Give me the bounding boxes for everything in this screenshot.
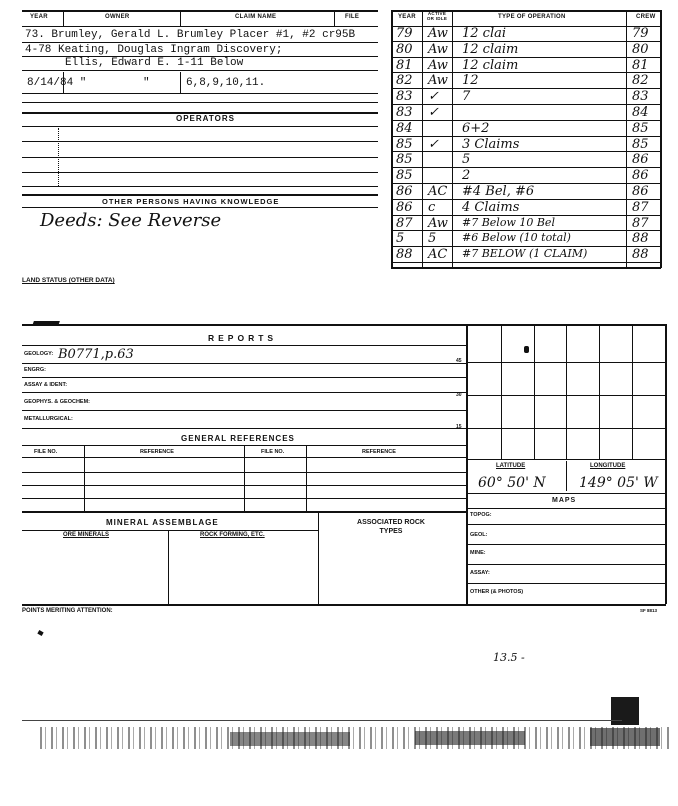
scan-noise-band <box>40 727 670 749</box>
operation-type: 4 Claims <box>462 199 520 215</box>
vline <box>566 461 567 491</box>
vline <box>180 72 181 94</box>
bottom-border <box>22 604 666 606</box>
operation-type: 5 <box>462 152 471 168</box>
operation-year: 82 <box>396 73 413 89</box>
operation-crew: 79 <box>632 26 649 41</box>
operation-crew: 81 <box>632 57 649 73</box>
operation-status: Aw <box>428 57 448 73</box>
metallurgical-label: METALLURGICAL: <box>24 416 73 422</box>
grid-hline <box>466 395 665 396</box>
handwritten-note: 13.5 - <box>493 651 525 664</box>
operation-year: 83 <box>396 89 413 105</box>
col-header-crew: CREW <box>636 14 656 20</box>
operation-year: 84 <box>396 120 413 136</box>
scan-noise-dark <box>415 731 525 745</box>
top-border-left <box>22 10 378 12</box>
location-mark-icon <box>524 346 529 353</box>
grid-hline <box>466 459 665 460</box>
other-persons-rule <box>22 207 378 208</box>
reports-rule <box>22 428 466 429</box>
operators-row <box>22 157 378 158</box>
entry-3: Ellis, Edward E. 1-11 Below <box>65 57 244 69</box>
row-rule <box>22 56 378 57</box>
grid-vline <box>501 324 502 459</box>
maps-geol: GEOL: <box>470 532 488 538</box>
operation-type: 12 <box>462 73 479 89</box>
vline <box>168 530 169 604</box>
row-rule <box>22 102 378 103</box>
row-rule <box>22 70 378 71</box>
operators-row <box>22 141 378 142</box>
grid-vline <box>534 324 535 459</box>
maps-rule <box>466 583 665 584</box>
entry-4-owner: " <box>143 77 150 89</box>
mineral-rule <box>22 530 318 531</box>
grid-hline <box>466 428 665 429</box>
operation-type: 12 claim <box>462 41 519 57</box>
geology-label: GEOLOGY: <box>24 351 54 357</box>
operation-type: #7 Below 10 Bel <box>462 215 555 229</box>
operation-row-rule <box>391 120 661 121</box>
grid-hline <box>466 362 665 363</box>
operation-type: #4 Bel, #6 <box>462 184 535 199</box>
entry-4-year: 8/14/84 " <box>27 77 87 89</box>
operation-status: c <box>428 199 436 215</box>
operation-type: 3 Claims <box>462 136 520 152</box>
refs-col-file-no-1: FILE NO. <box>34 449 58 455</box>
operation-type: 12 claim <box>462 57 519 73</box>
land-status-label: LAND STATUS (OTHER DATA) <box>22 277 115 284</box>
col-header-year: YEAR <box>30 14 48 20</box>
geology-value: B0771,p.63 <box>58 347 134 362</box>
ops-bottom-border <box>391 267 661 269</box>
scan-smudge <box>32 321 60 326</box>
col-header-year-ops: YEAR <box>398 14 416 20</box>
operation-type: 2 <box>462 168 471 184</box>
operation-status: ✓ <box>428 89 439 105</box>
ops-left-border <box>391 10 393 268</box>
other-persons-heading: OTHER PERSONS HAVING KNOWLEDGE <box>102 197 280 206</box>
operation-status: ✓ <box>428 136 439 152</box>
assay-label: ASSAY & IDENT: <box>24 382 68 388</box>
scan-mark <box>37 630 43 636</box>
vline <box>306 445 307 511</box>
maps-rule <box>466 564 665 565</box>
row-rule <box>22 93 378 94</box>
operation-year: 85 <box>396 152 413 168</box>
entry-4-claim: 6,8,9,10,11. <box>186 77 266 89</box>
operation-type: 6+2 <box>462 120 490 136</box>
refs-bottom-border <box>22 511 466 513</box>
operation-status: Aw <box>428 26 448 41</box>
general-references-heading: GENERAL REFERENCES <box>181 434 295 443</box>
header-rule-left <box>22 26 378 27</box>
operation-status: Aw <box>428 41 448 57</box>
operation-status: Aw <box>428 215 448 231</box>
scale-30: 30 <box>456 392 462 398</box>
entry-1: 73. Brumley, Gerald L. Brumley Placer #1, #2 cr95B <box>25 29 356 41</box>
maps-rule <box>466 508 665 509</box>
operation-status: Aw <box>428 73 448 89</box>
operation-crew: 84 <box>632 105 649 120</box>
reports-top-border <box>22 324 666 326</box>
vline-ops-status <box>452 10 453 268</box>
operation-crew: 88 <box>632 231 649 247</box>
operation-status: ✓ <box>428 105 439 120</box>
reports-heading: REPORTS <box>208 333 278 343</box>
operation-status: AC <box>428 247 448 263</box>
vline-ops-year <box>422 10 423 268</box>
operation-year: 5 <box>396 231 405 247</box>
vline <box>334 10 335 26</box>
refs-col-reference-2: REFERENCE <box>362 449 396 455</box>
operation-crew: 86 <box>632 184 649 199</box>
scan-line <box>22 720 622 721</box>
operation-year: 86 <box>396 199 413 215</box>
operation-crew: 86 <box>632 152 649 168</box>
operation-crew: 88 <box>632 247 649 263</box>
operation-year: 81 <box>396 57 413 73</box>
operation-crew: 85 <box>632 120 649 136</box>
operation-year: 80 <box>396 41 413 57</box>
vline <box>63 72 64 94</box>
operation-type: 12 clai <box>462 26 507 41</box>
col-header-owner: OWNER <box>105 14 130 20</box>
operation-crew: 86 <box>632 168 649 184</box>
maps-assay: ASSAY: <box>470 570 490 576</box>
operators-divider <box>58 128 59 186</box>
operation-row-rule <box>391 262 661 263</box>
vline <box>318 511 319 604</box>
refs-col-file-no-2: FILE NO. <box>261 449 285 455</box>
associated-rock-types-label: ASSOCIATED ROCK TYPES <box>357 519 425 535</box>
other-persons-top-rule <box>22 194 378 196</box>
latitude-value: 60° 50' N <box>478 475 546 491</box>
maps-rule <box>466 493 665 494</box>
vline <box>63 10 64 26</box>
rock-forming-label: ROCK FORMING, ETC. <box>200 532 265 538</box>
operation-type: 7 <box>462 89 471 105</box>
scan-noise-dark <box>590 728 660 746</box>
entry-2: 4-78 Keating, Douglas Ingram Discovery; <box>25 44 283 56</box>
other-persons-value: Deeds: See Reverse <box>40 210 222 231</box>
operation-year: 87 <box>396 215 413 231</box>
operation-year: 79 <box>396 26 413 41</box>
operation-status: AC <box>428 184 448 199</box>
engrg-label: ENGRG: <box>24 367 46 373</box>
geophys-label: GEOPHYS. & GEOCHEM: <box>24 399 91 405</box>
operation-crew: 85 <box>632 136 649 152</box>
scale-15: 15 <box>456 424 462 430</box>
operation-crew: 80 <box>632 41 649 57</box>
scan-noise-dark <box>230 732 350 746</box>
mineral-assemblage-heading: MINERAL ASSEMBLAGE <box>106 518 219 527</box>
row-rule <box>22 42 378 43</box>
operation-year: 83 <box>396 105 413 120</box>
ops-right-border <box>660 10 662 268</box>
operation-crew: 83 <box>632 89 649 105</box>
operators-heading: OPERATORS <box>176 114 235 123</box>
operation-crew: 87 <box>632 215 649 231</box>
right-panel-right-border <box>665 324 667 604</box>
latitude-label: LATITUDE <box>496 463 526 469</box>
maps-other: OTHER (& PHOTOS) <box>470 589 524 595</box>
maps-rule <box>466 524 665 525</box>
operation-type: #7 BELOW (1 CLAIM) <box>462 247 588 261</box>
scale-45: 45 <box>456 358 462 364</box>
reports-rule <box>22 377 466 378</box>
grid-vline <box>632 324 633 459</box>
maps-rule <box>466 544 665 545</box>
reports-rule <box>22 410 466 411</box>
longitude-value: 149° 05' W <box>579 475 658 491</box>
operation-status: 5 <box>428 231 437 247</box>
reports-rule <box>22 345 466 346</box>
operation-crew: 82 <box>632 73 649 89</box>
operation-year: 88 <box>396 247 413 263</box>
vline <box>244 445 245 511</box>
col-header-claim-name: CLAIM NAME <box>235 14 277 20</box>
col-header-active-idle: ACTIVE OR IDLE <box>426 11 448 21</box>
longitude-label: LONGITUDE <box>590 463 626 469</box>
right-panel-left-border <box>466 324 468 604</box>
maps-topog: TOPOG: <box>470 512 492 518</box>
vline-ops-type <box>626 10 627 268</box>
vline <box>180 10 181 26</box>
grid-vline <box>599 324 600 459</box>
operators-rule <box>22 126 378 127</box>
vline <box>84 445 85 511</box>
form-number: SF 8813 <box>640 608 658 613</box>
operators-row <box>22 186 378 187</box>
maps-mine: MINE: <box>470 550 486 556</box>
maps-heading: MAPS <box>552 497 577 504</box>
refs-col-reference-1: REFERENCE <box>140 449 174 455</box>
ore-minerals-label: ORE MINERALS <box>63 532 110 538</box>
reports-rule <box>22 363 466 364</box>
operation-year: 86 <box>396 184 413 199</box>
operation-year: 85 <box>396 168 413 184</box>
operators-row <box>22 172 378 173</box>
col-header-type-of-operation: TYPE OF OPERATION <box>498 14 566 20</box>
points-meriting-attention-label: POINTS MERITING ATTENTION: <box>22 608 113 614</box>
operation-row-rule <box>391 167 661 168</box>
operation-year: 85 <box>396 136 413 152</box>
grid-vline <box>566 324 567 459</box>
col-header-file: FILE <box>345 14 360 20</box>
operation-crew: 87 <box>632 199 649 215</box>
operation-row-rule <box>391 151 661 152</box>
operation-type: #6 Below (10 total) <box>462 231 571 245</box>
reports-rule <box>22 392 466 393</box>
